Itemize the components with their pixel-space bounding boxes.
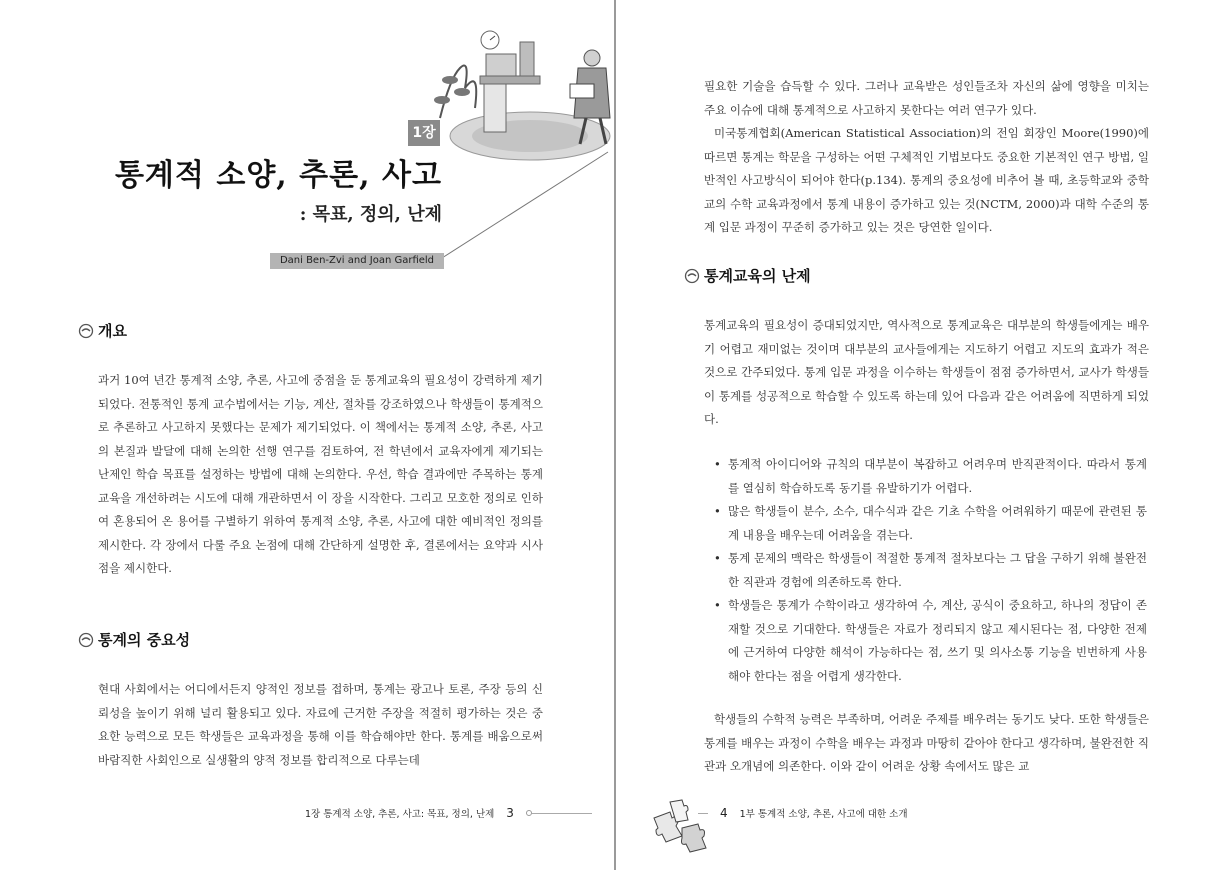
left-page (0, 0, 614, 870)
importance-paragraph: 현대 사회에서는 어디에서든지 양적인 정보를 접하며, 통계는 광고나 토론, 주장 등의 신뢰성을 높이기 위해 널리 활용되고 있다. 자료에 근거한 주장을 적절히 평가하는 것은 중요한 능력으로 모든 학생들은 교육과정을 통해 이를 학습해야만 한다. 통계를 배움으로써 바람직한 사회인으로 실생활의 양적 정보를 합리적으로 다루는데 (98, 682, 543, 767)
overview-paragraph: 과거 10여 년간 통계적 소양, 추론, 사고에 중점을 둔 통계교육의 필요성이 강력하게 제기되었다. 전통적인 통계 교수법에서는 기능, 계산, 절차를 강조하였으나 학생들이 통계적으로 추론하고 사고하지 못했다는 문제가 제기되었다. 이 책에서는 통계적 소양, 추론, 사고의 본질과 발달에 대해 논의한 선행 연구를 검토하여, 전 학년에서 교육자에게 제기되는 난제인 학습 목표를 설정하는 방법에 대해 논의한다. 우선, 학습 결과에만 주목하는 통계교육을 개선하려는 시도에 대해 개관하면서 이 장을 시작한다. 그리고 모호한 정의로 인하여 혼용되어 온 용어를 구별하기 위하여 통계적 소양, 추론, 사고에 대한 예비적인 정의를 제시한다. 각 장에서 다룰 주요 논점에 대해 간단하게 설명한 후, 결론에서는 요약과 시사점을 제시한다. (98, 373, 543, 575)
left-footer (305, 806, 592, 820)
running-footer-text: 1부 통계적 소양, 추론, 사고에 대한 소개 (739, 809, 908, 820)
challenge-item: • 통계 문제의 맥락은 학생들이 적절한 통계적 절차보다는 그 답을 구하기 위해 불완전한 직관과 경험에 의존하도록 한다. (714, 547, 1147, 594)
chapter-badge: 1장 (408, 120, 440, 146)
continued-paragraph: 필요한 기술을 습득할 수 있다. 그러나 교육받은 성인들조차 자신의 삶에 영향을 미치는 주요 이슈에 대해 통계적으로 사고하지 못한다는 여러 연구가 있다. (704, 79, 1149, 117)
chapter-authors: Dani Ben-Zvi and Joan Garfield (270, 253, 444, 269)
section-bullet-icon (78, 632, 94, 648)
moore-paragraph: 미국통계협회(American Statistical Association)의 전임 회장인 Moore(1990)에 따르면 통계는 학문을 구성하는 어떤 구체적인 기법보다도 중요한 기본적인 연구 방법, 일반적인 사고방식이 되어야 한다(p.134). 통계의 중요성에 비추어 볼 때, 초등학교와 중학교의 수학 교육과정에서 통계 내용이 증가하고 있는 것(NCTM, 2000)과 대학 수준의 통계 입문 과정이 꾸준히 증가하고 있는 것은 당연한 일이다. (704, 126, 1149, 234)
section-heading-overview (78, 320, 127, 341)
section-bullet-icon (684, 268, 700, 284)
section-heading-text: 통계교육의 난제 (704, 267, 811, 285)
challenges-list (714, 453, 1147, 688)
puzzle-pieces-icon (648, 798, 716, 856)
section-heading-text: 통계의 중요성 (98, 631, 191, 649)
footer-rule (532, 813, 592, 814)
section-heading-challenges (684, 265, 811, 286)
closing-paragraph: 학생들의 수학적 능력은 부족하며, 어려운 주제를 배우려는 동기도 낮다. 또한 학생들은 통계를 배우는 과정이 수학을 배우는 과정과 마땅히 같아야 한다고 생각하며, 불완전한 직관과 오개념에 의존한다. 이와 같이 어려운 상황 속에서도 많은 교 (704, 712, 1149, 773)
chapter-title: 통계적 소양, 추론, 사고 (114, 158, 442, 193)
section-bullet-icon (78, 323, 94, 339)
section-heading-text: 개요 (98, 322, 127, 340)
running-footer-text: 1장 통계적 소양, 추론, 사고: 목표, 정의, 난제 (305, 809, 495, 820)
page-number: 4 (720, 806, 728, 820)
challenge-item: • 학생들은 통계가 수학이라고 생각하여 수, 계산, 공식이 중요하고, 하나의 정답이 존재할 것으로 기대한다. 학생들은 자료가 정리되지 않고 제시된다는 점, 다양한 전제에 근거하여 다양한 해석이 가능하다는 점, 쓰기 및 의사소통 기능을 빈번하게 사용해야 한다는 점을 어렵게 생각한다. (714, 594, 1147, 688)
chapter-subtitle: : 목표, 정의, 난제 (299, 204, 442, 225)
section-heading-importance (78, 629, 190, 650)
right-page (616, 0, 1230, 870)
challenge-item: • 많은 학생들이 분수, 소수, 대수식과 같은 기초 수학을 어려워하기 때문에 관련된 통계 내용을 배우는데 어려움을 겪는다. (714, 500, 1147, 547)
challenges-paragraph: 통계교육의 필요성이 증대되었지만, 역사적으로 통계교육은 대부분의 학생들에게는 배우기 어렵고 재미없는 것이며 대부분의 교사들에게는 지도하기 어렵고 지도의 효과가 적은 것으로 간주되었다. 통계 입문 과정을 이수하는 학생들이 점점 증가하면서, 교사가 학생들이 통계를 성공적으로 학습할 수 있도록 하는데 있어 다음과 같은 어려움에 직면하게 되었다. (704, 318, 1149, 426)
right-footer (698, 806, 908, 820)
page-number: 3 (506, 806, 514, 820)
title-leader-line (440, 150, 610, 260)
challenge-item: • 통계적 아이디어와 규칙의 대부분이 복잡하고 어려우며 반직관적이다. 따라서 통계를 열심히 학습하도록 동기를 유발하기가 어렵다. (714, 453, 1147, 500)
